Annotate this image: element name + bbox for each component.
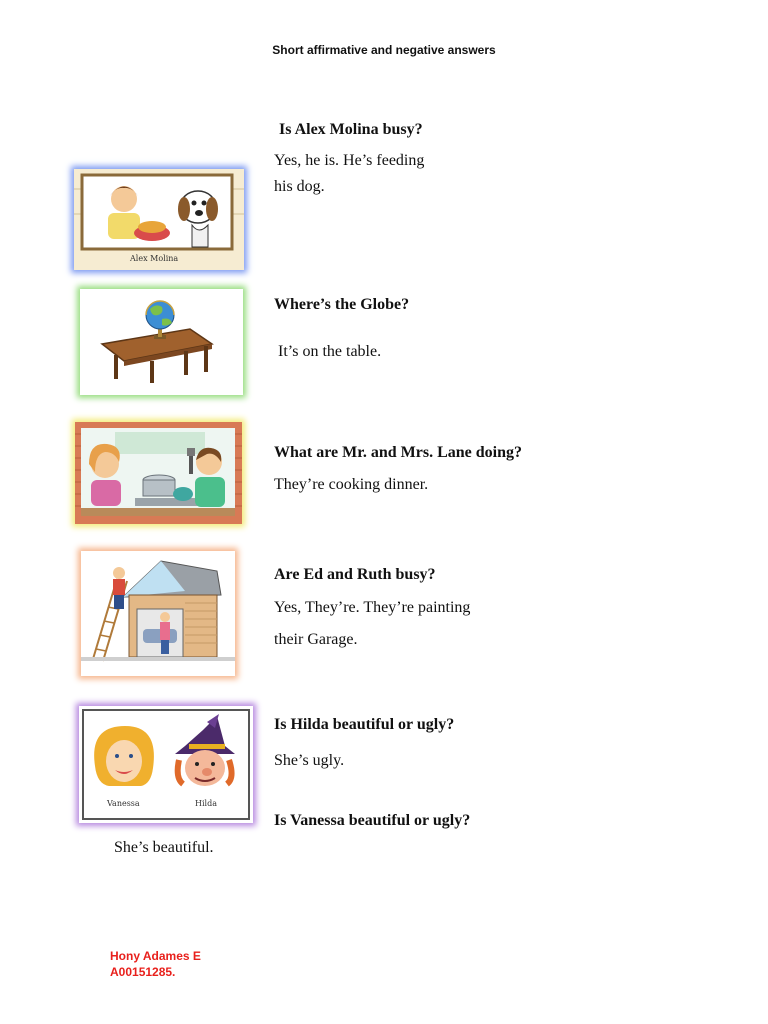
- question-5: Is Hilda beautiful or ugly?: [274, 716, 455, 733]
- question-6: Is Vanessa beautiful or ugly?: [274, 812, 471, 829]
- question-3: What are Mr. and Mrs. Lane doing?: [274, 444, 523, 461]
- vanessa-hilda-picture: [79, 706, 253, 823]
- question-1: Is Alex Molina busy?: [279, 121, 423, 138]
- document-title: Short affirmative and negative answers: [272, 43, 496, 57]
- hilda-caption: Hilda: [195, 799, 217, 808]
- answer-2: It’s on the table.: [278, 343, 382, 360]
- lanes-cooking-picture: [75, 422, 242, 524]
- answer-5: She’s ugly.: [274, 752, 345, 769]
- author-id: A00151285.: [110, 965, 176, 979]
- vanessa-caption: Vanessa: [107, 799, 140, 808]
- globe-on-table-picture: [80, 289, 243, 395]
- answer-4-line-2: their Garage.: [274, 631, 358, 648]
- answer-6: She’s beautiful.: [114, 839, 214, 856]
- answer-3: They’re cooking dinner.: [274, 476, 429, 493]
- alex-molina-picture: [74, 169, 244, 270]
- painting-garage-picture: [81, 551, 235, 676]
- answer-1-line-1: Yes, he is. He’s feeding: [274, 152, 425, 169]
- author-name: Hony Adames E: [110, 949, 201, 963]
- question-2: Where’s the Globe?: [274, 296, 410, 313]
- answer-4-line-1: Yes, They’re. They’re painting: [274, 599, 471, 616]
- author-block: [110, 948, 201, 980]
- answer-1-line-2: his dog.: [274, 178, 325, 195]
- question-4: Are Ed and Ruth busy?: [274, 566, 436, 583]
- alex-molina-caption: Alex Molina: [130, 254, 179, 263]
